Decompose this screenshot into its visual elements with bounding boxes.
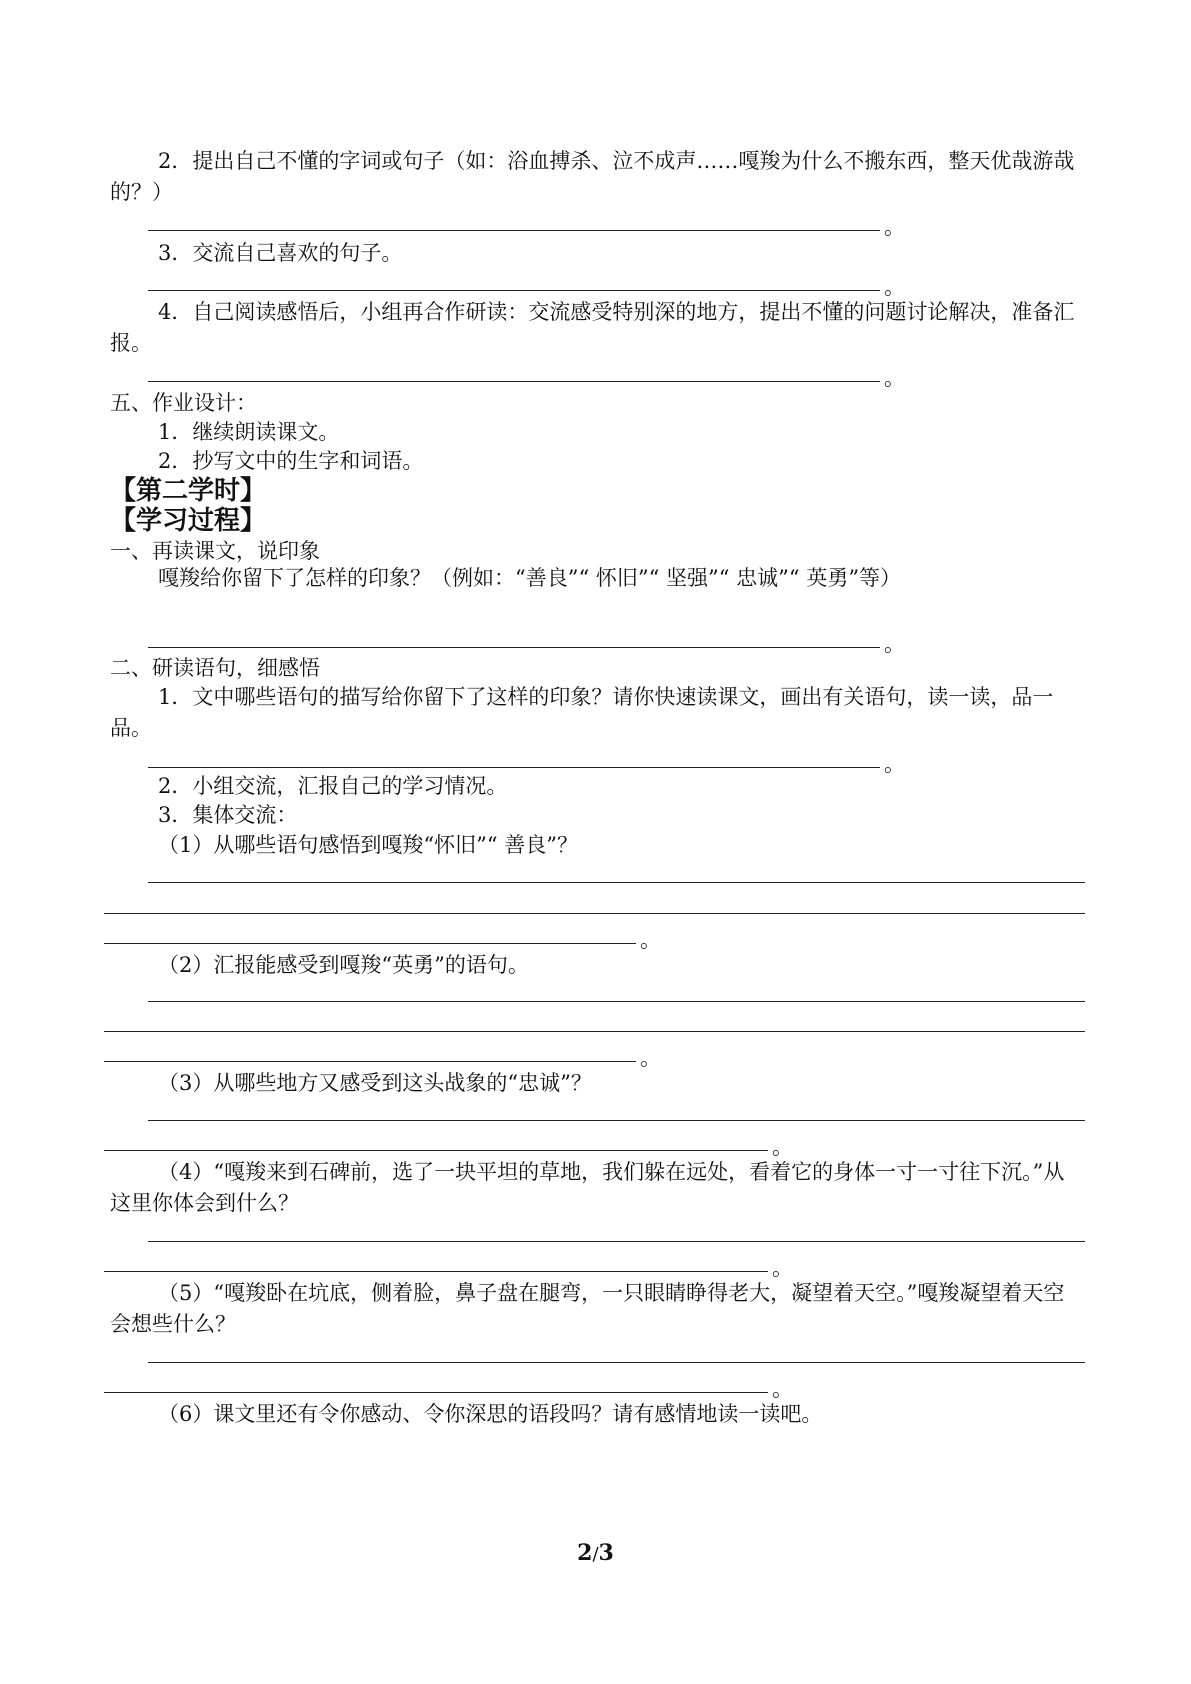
answer-period: 。 (884, 275, 905, 299)
page-number (0, 1538, 1191, 1570)
section-1-heading: 一、再读课文，说印象 (110, 539, 320, 563)
discussion-question-3: （3）从哪些地方又感受到这头战象的“忠诚”？ (158, 1071, 592, 1095)
learning-process-heading: 【学习过程】 (110, 506, 267, 536)
discussion-question-4: （4）“嘎羧来到石碑前，选了一块平坦的草地，我们躲在远处，看着它的身体一寸一寸往下沉。”从这里你体会到什么？ (110, 1160, 1065, 1215)
homework-heading: 五、作业设计： (110, 391, 257, 415)
answer-period: 。 (884, 215, 905, 239)
page-current: 2 (577, 1540, 593, 1566)
answer-line[interactable] (104, 943, 636, 944)
answer-period: 。 (772, 1135, 793, 1159)
answer-line[interactable] (148, 1241, 1085, 1242)
answer-line[interactable] (148, 1120, 1085, 1121)
question-4-text: 4．自己阅读感悟后，小组再合作研读：交流感受特别深的地方，提出不懂的问题讨论解决，准备汇报。 (110, 300, 1075, 355)
question-2-text: 2．提出自己不懂的字词或句子（如：浴血搏杀、泣不成声……嘎羧为什么不搬东西，整天优哉游哉的？） (110, 149, 1075, 204)
answer-line[interactable] (148, 647, 880, 648)
answer-period: 。 (772, 1256, 793, 1280)
question-3-text: 3．交流自己喜欢的句子。 (158, 241, 403, 265)
discussion-question-5: （5）“嘎羧卧在坑底，侧着脸，鼻子盘在腿弯，一只眼睛睁得老大，凝望着天空。”嘎羧凝望着天空会想些什么？ (110, 1281, 1065, 1336)
answer-period: 。 (884, 752, 905, 776)
answer-line[interactable] (148, 381, 880, 382)
homework-item-1: 1．继续朗读课文。 (158, 420, 340, 444)
discussion-question-2: （2）汇报能感受到嘎羧“英勇”的语句。 (158, 953, 529, 977)
answer-line[interactable] (148, 882, 1085, 883)
answer-period: 。 (884, 366, 905, 390)
study-item-3: 3．集体交流： (158, 803, 298, 827)
homework-item-2: 2．抄写文中的生字和词语。 (158, 449, 424, 473)
answer-line[interactable] (148, 1362, 1085, 1363)
lesson-2-title: 【第二学时】 (110, 476, 267, 506)
answer-line[interactable] (148, 230, 880, 231)
study-item-1: 1．文中哪些语句的描写给你留下了这样的印象？请你快速读课文，画出有关语句，读一读，品一品。 (110, 685, 1054, 740)
section-2-heading: 二、研读语句，细感悟 (110, 656, 320, 680)
page-total: 3 (598, 1540, 614, 1566)
answer-period: 。 (640, 1046, 661, 1070)
study-item-2: 2．小组交流，汇报自己的学习情况。 (158, 774, 508, 798)
answer-line[interactable] (148, 290, 880, 291)
impression-question: 嘎羧给你留下了怎样的印象？（例如：“善良”“ 怀旧”“ 坚强”“ 忠诚”“ 英勇”等） (158, 566, 902, 590)
answer-line[interactable] (148, 1001, 1085, 1002)
answer-period: 。 (884, 632, 905, 656)
answer-line[interactable] (104, 913, 1085, 914)
page-separator: / (592, 1544, 599, 1565)
answer-line[interactable] (148, 767, 880, 768)
answer-period: 。 (640, 928, 661, 952)
answer-period: 。 (772, 1377, 793, 1401)
answer-line[interactable] (104, 1150, 768, 1151)
discussion-question-6: （6）课文里还有令你感动、令你深思的语段吗？请有感情地读一读吧。 (158, 1402, 823, 1426)
answer-line[interactable] (104, 1392, 768, 1393)
answer-line[interactable] (104, 1061, 636, 1062)
answer-line[interactable] (104, 1271, 768, 1272)
discussion-question-1: （1）从哪些语句感悟到嘎羧“怀旧”“ 善良”？ (158, 833, 578, 857)
answer-line[interactable] (104, 1031, 1085, 1032)
